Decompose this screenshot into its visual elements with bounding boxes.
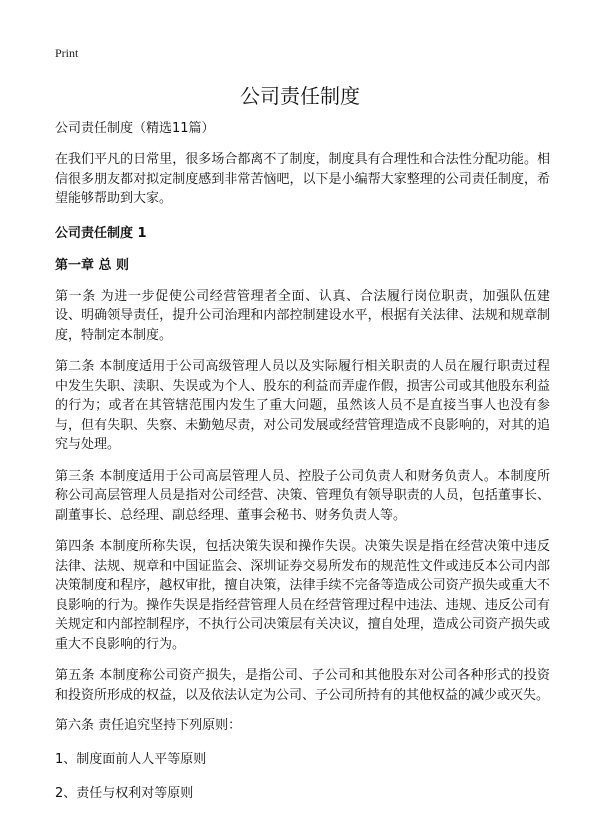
article-paragraph: 第五条 本制度称公司资产损失，是指公司、子公司和其他股东对公司各种形式的投资和投资所形成的权益，以及依法认定为公司、子公司所持有的其他权益的减少或灭失。 <box>55 668 550 703</box>
chapter-heading: 第一章 总 则 <box>55 257 130 273</box>
section-heading: 公司责任制度 1 <box>55 225 147 241</box>
principle-item: 1、制度面前人人平等原则 <box>55 752 207 767</box>
article-paragraph: 第三条 本制度适用于公司高层管理人员、控股子公司负责人和财务负责人。本制度所称公司高层管理人员是指对公司经营、决策、管理负有领导职责的人员，包括董事长、副董事长、总经理、副总经理、董事会秘书、财务负责人等。 <box>55 468 550 523</box>
print-link[interactable]: Print <box>55 46 79 60</box>
principle-item: 2、责任与权利对等原则 <box>55 786 194 801</box>
intro-paragraph: 在我们平凡的日常里，很多场合都离不了制度，制度具有合理性和合法性分配功能。相信很多朋友都对拟定制度感到非常苦恼吧，以下是小编帮大家整理的公司责任制度，希望能够帮助到大家。 <box>55 152 550 206</box>
page-title: 公司责任制度 <box>240 84 360 108</box>
article-paragraph: 第一条 为进一步促使公司经营管理者全面、认真、合法履行岗位职责，加强队伍建设、明确领导责任，提升公司治理和内部控制建设水平，根据有关法律、法规和规章制度，特制定本制度。 <box>55 288 550 343</box>
article-paragraph: 第二条 本制度适用于公司高级管理人员以及实际履行相关职责的人员在履行职责过程中发生失职、渎职、失误或为个人、股东的利益而弄虚作假，损害公司或其他股东利益的行为；或者在其管辖范围内发生了重大问题，虽然该人员不是直接当事人也没有参与，但有失职、失察、未勤勉尽责，对公司发展或经营管理造成不良影响的，对其的追究与处理。 <box>55 359 550 452</box>
document-subtitle: 公司责任制度（精选11篇） <box>55 121 215 136</box>
article-paragraph: 第四条 本制度所称失误，包括决策失误和操作失误。决策失误是指在经营决策中违反法律、法规、规章和中国证监会、深圳证券交易所发布的规范性文件或违反本公司内部决策制度和程序，越权审批，擅自决策，法律手续不完备等造成公司资产损失或重大不良影响的行为。操作失误是指经营管理人员在经营管理过程中违法、违规、违反公司有关规定和内部控制程序，不执行公司决策层有关决议，擅自处理，造成公司资产损失或重大不良影响的行为。 <box>55 539 550 652</box>
document-body <box>55 120 550 819</box>
article-paragraph: 第六条 责任追究坚持下列原则： <box>55 718 242 733</box>
